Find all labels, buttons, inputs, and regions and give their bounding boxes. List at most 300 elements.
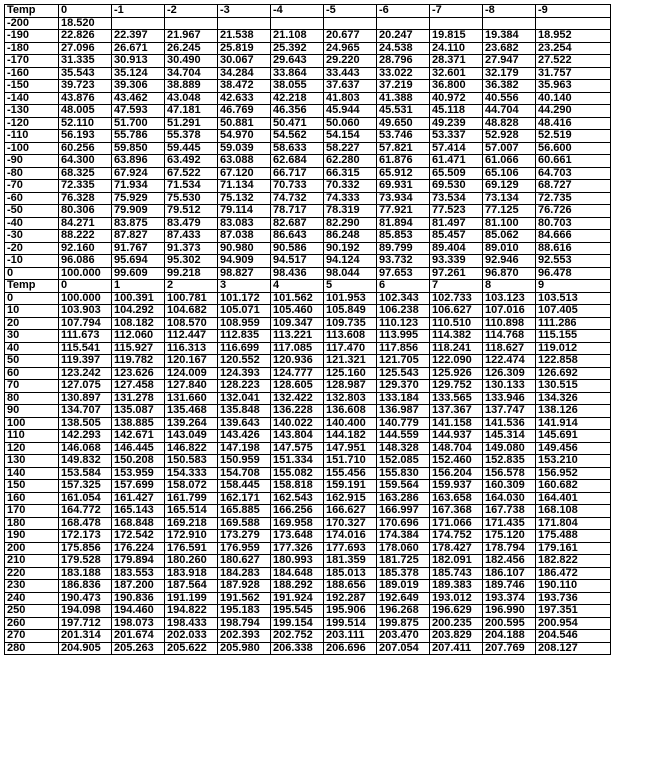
resistance-cell: 141.536 <box>483 417 536 430</box>
temp-cell: 180 <box>5 517 59 530</box>
resistance-cell: 157.699 <box>112 480 165 493</box>
resistance-cell: 50.881 <box>218 117 271 130</box>
temp-cell: -60 <box>5 192 59 205</box>
resistance-cell: 23.254 <box>536 42 611 55</box>
resistance-cell: 189.383 <box>430 580 483 593</box>
resistance-cell: 51.700 <box>112 117 165 130</box>
resistance-cell: 173.279 <box>218 530 271 543</box>
temp-cell: 10 <box>5 305 59 318</box>
resistance-cell: 94.517 <box>271 255 324 268</box>
offset-column-header: 3 <box>218 280 271 293</box>
temp-cell: -70 <box>5 180 59 193</box>
resistance-cell: 159.191 <box>324 480 377 493</box>
table-row <box>5 342 611 355</box>
resistance-cell: 24.965 <box>324 42 377 55</box>
table-row <box>5 55 611 68</box>
resistance-cell: 138.885 <box>112 417 165 430</box>
resistance-cell: 186.472 <box>536 567 611 580</box>
resistance-cell: 110.510 <box>430 317 483 330</box>
resistance-cell: 201.674 <box>112 630 165 643</box>
resistance-cell: 124.393 <box>218 367 271 380</box>
resistance-cell: 67.924 <box>112 167 165 180</box>
resistance-cell: 69.530 <box>430 180 483 193</box>
resistance-cell: 187.564 <box>165 580 218 593</box>
resistance-cell: 29.643 <box>271 55 324 68</box>
resistance-cell: 170.327 <box>324 517 377 530</box>
resistance-cell <box>218 17 271 30</box>
resistance-cell: 156.204 <box>430 467 483 480</box>
resistance-cell: 155.082 <box>271 467 324 480</box>
temp-cell: -40 <box>5 217 59 230</box>
temp-cell: 190 <box>5 530 59 543</box>
table-row <box>5 380 611 393</box>
rtd-resistance-table <box>4 4 611 655</box>
table-row <box>5 205 611 218</box>
resistance-cell: 90.980 <box>218 242 271 255</box>
resistance-cell: 127.458 <box>112 380 165 393</box>
resistance-cell: 45.118 <box>430 105 483 118</box>
resistance-cell: 44.290 <box>536 105 611 118</box>
resistance-cell: 135.468 <box>165 405 218 418</box>
temp-cell: 270 <box>5 630 59 643</box>
resistance-cell: 53.746 <box>377 130 430 143</box>
resistance-cell: 87.433 <box>165 230 218 243</box>
resistance-cell: 87.827 <box>112 230 165 243</box>
resistance-cell: 121.705 <box>377 355 430 368</box>
resistance-cell: 174.384 <box>377 530 430 543</box>
resistance-cell: 195.545 <box>271 605 324 618</box>
temp-cell: -120 <box>5 117 59 130</box>
resistance-cell: 129.752 <box>430 380 483 393</box>
resistance-cell: 21.108 <box>271 30 324 43</box>
resistance-cell: 68.325 <box>59 167 112 180</box>
resistance-cell: 178.427 <box>430 542 483 555</box>
resistance-cell: 123.242 <box>59 367 112 380</box>
resistance-cell: 49.239 <box>430 117 483 130</box>
resistance-cell: 108.570 <box>165 317 218 330</box>
resistance-cell: 118.627 <box>483 342 536 355</box>
resistance-cell: 176.959 <box>218 542 271 555</box>
resistance-cell: 62.684 <box>271 155 324 168</box>
resistance-cell: 149.832 <box>59 455 112 468</box>
resistance-cell: 22.397 <box>112 30 165 43</box>
resistance-cell: 132.803 <box>324 392 377 405</box>
resistance-cell: 180.260 <box>165 555 218 568</box>
resistance-cell: 74.732 <box>271 192 324 205</box>
resistance-cell: 52.110 <box>59 117 112 130</box>
resistance-cell: 97.261 <box>430 267 483 280</box>
table-row <box>5 642 611 655</box>
resistance-cell: 154.333 <box>165 467 218 480</box>
temp-cell: -90 <box>5 155 59 168</box>
resistance-cell: 101.953 <box>324 292 377 305</box>
temp-cell: 130 <box>5 455 59 468</box>
resistance-cell: 118.241 <box>430 342 483 355</box>
resistance-cell: 35.963 <box>536 80 611 93</box>
resistance-cell: 165.143 <box>112 505 165 518</box>
resistance-cell: 180.993 <box>271 555 324 568</box>
resistance-cell: 66.315 <box>324 167 377 180</box>
table-row <box>5 67 611 80</box>
resistance-cell: 116.313 <box>165 342 218 355</box>
temp-cell: -30 <box>5 230 59 243</box>
resistance-cell: 162.171 <box>218 492 271 505</box>
temp-cell: -200 <box>5 17 59 30</box>
resistance-cell: 100.000 <box>59 292 112 305</box>
resistance-cell: 27.947 <box>483 55 536 68</box>
resistance-cell: 120.936 <box>271 355 324 368</box>
resistance-cell: 105.849 <box>324 305 377 318</box>
table-row <box>5 580 611 593</box>
resistance-cell: 176.591 <box>165 542 218 555</box>
resistance-cell: 34.284 <box>218 67 271 80</box>
resistance-cell: 25.819 <box>218 42 271 55</box>
resistance-cell <box>112 17 165 30</box>
resistance-cell: 93.339 <box>430 255 483 268</box>
resistance-cell: 23.682 <box>483 42 536 55</box>
resistance-cell: 94.124 <box>324 255 377 268</box>
resistance-cell: 179.894 <box>112 555 165 568</box>
resistance-cell: 30.067 <box>218 55 271 68</box>
resistance-cell: 110.123 <box>377 317 430 330</box>
resistance-cell: 156.578 <box>483 467 536 480</box>
resistance-cell: 30.490 <box>165 55 218 68</box>
resistance-cell: 154.708 <box>218 467 271 480</box>
table-row <box>5 155 611 168</box>
resistance-cell: 69.129 <box>483 180 536 193</box>
resistance-cell: 107.405 <box>536 305 611 318</box>
resistance-cell: 106.627 <box>430 305 483 318</box>
resistance-cell <box>377 17 430 30</box>
temp-cell: 250 <box>5 605 59 618</box>
resistance-cell: 163.658 <box>430 492 483 505</box>
resistance-cell: 178.060 <box>377 542 430 555</box>
resistance-cell: 19.815 <box>430 30 483 43</box>
resistance-cell: 126.692 <box>536 367 611 380</box>
resistance-cell: 77.523 <box>430 205 483 218</box>
resistance-cell: 79.909 <box>112 205 165 218</box>
resistance-cell: 64.703 <box>536 167 611 180</box>
resistance-cell: 173.648 <box>271 530 324 543</box>
resistance-cell: 99.218 <box>165 267 218 280</box>
resistance-cell: 139.643 <box>218 417 271 430</box>
resistance-cell: 161.799 <box>165 492 218 505</box>
temp-cell: 90 <box>5 405 59 418</box>
resistance-cell: 71.534 <box>165 180 218 193</box>
resistance-cell: 190.836 <box>112 592 165 605</box>
resistance-cell: 207.054 <box>377 642 430 655</box>
resistance-cell: 158.818 <box>271 480 324 493</box>
offset-column-header: -8 <box>483 5 536 18</box>
resistance-cell: 55.378 <box>165 130 218 143</box>
temp-cell: 110 <box>5 430 59 443</box>
table-row <box>5 80 611 93</box>
resistance-cell: 139.264 <box>165 417 218 430</box>
resistance-cell: 98.436 <box>271 267 324 280</box>
resistance-cell: 36.382 <box>483 80 536 93</box>
resistance-cell: 105.460 <box>271 305 324 318</box>
resistance-cell: 55.786 <box>112 130 165 143</box>
table-row <box>5 355 611 368</box>
resistance-cell: 83.875 <box>112 217 165 230</box>
resistance-cell: 200.235 <box>430 617 483 630</box>
resistance-cell: 20.247 <box>377 30 430 43</box>
resistance-cell: 71.134 <box>218 180 271 193</box>
resistance-cell: 184.648 <box>271 567 324 580</box>
resistance-cell <box>483 17 536 30</box>
resistance-cell: 164.772 <box>59 505 112 518</box>
resistance-cell: 22.826 <box>59 30 112 43</box>
resistance-cell: 83.083 <box>218 217 271 230</box>
resistance-cell: 111.286 <box>536 317 611 330</box>
resistance-cell: 72.335 <box>59 180 112 193</box>
resistance-cell: 115.155 <box>536 330 611 343</box>
resistance-cell <box>536 17 611 30</box>
resistance-cell: 43.462 <box>112 92 165 105</box>
section-positive-header-row <box>5 280 611 293</box>
offset-column-header: 1 <box>112 280 165 293</box>
resistance-cell: 145.691 <box>536 430 611 443</box>
resistance-cell: 21.967 <box>165 30 218 43</box>
resistance-cell: 132.041 <box>218 392 271 405</box>
resistance-cell: 182.091 <box>430 555 483 568</box>
table-row <box>5 317 611 330</box>
resistance-cell: 200.954 <box>536 617 611 630</box>
resistance-cell: 56.193 <box>59 130 112 143</box>
resistance-cell: 204.546 <box>536 630 611 643</box>
temp-cell: -180 <box>5 42 59 55</box>
resistance-cell: 43.048 <box>165 92 218 105</box>
resistance-cell: 101.562 <box>271 292 324 305</box>
offset-column-header: 7 <box>430 280 483 293</box>
resistance-cell: 199.875 <box>377 617 430 630</box>
temp-cell: 230 <box>5 580 59 593</box>
resistance-cell: 78.717 <box>271 205 324 218</box>
resistance-cell: 92.553 <box>536 255 611 268</box>
table-body <box>5 5 611 655</box>
resistance-cell: 25.392 <box>271 42 324 55</box>
resistance-cell: 108.959 <box>218 317 271 330</box>
resistance-cell: 47.593 <box>112 105 165 118</box>
resistance-cell: 41.388 <box>377 92 430 105</box>
temp-cell: 100 <box>5 417 59 430</box>
resistance-cell: 167.368 <box>430 505 483 518</box>
resistance-cell: 88.616 <box>536 242 611 255</box>
resistance-cell: 33.022 <box>377 67 430 80</box>
resistance-cell: 150.959 <box>218 455 271 468</box>
resistance-cell: 122.090 <box>430 355 483 368</box>
resistance-cell: 103.903 <box>59 305 112 318</box>
resistance-cell: 61.471 <box>430 155 483 168</box>
resistance-cell <box>430 17 483 30</box>
table-row <box>5 217 611 230</box>
resistance-cell: 109.735 <box>324 317 377 330</box>
resistance-cell: 52.519 <box>536 130 611 143</box>
resistance-cell: 153.210 <box>536 455 611 468</box>
resistance-cell: 40.972 <box>430 92 483 105</box>
resistance-cell: 34.704 <box>165 67 218 80</box>
resistance-cell: 75.530 <box>165 192 218 205</box>
resistance-cell: 100.000 <box>59 267 112 280</box>
resistance-cell: 138.505 <box>59 417 112 430</box>
resistance-cell: 148.704 <box>430 442 483 455</box>
resistance-cell: 188.292 <box>271 580 324 593</box>
resistance-cell: 203.470 <box>377 630 430 643</box>
temp-cell: -170 <box>5 55 59 68</box>
table-row <box>5 92 611 105</box>
resistance-cell: 153.959 <box>112 467 165 480</box>
resistance-cell: 95.694 <box>112 255 165 268</box>
resistance-cell: 191.199 <box>165 592 218 605</box>
resistance-cell: 128.987 <box>324 380 377 393</box>
table-row <box>5 505 611 518</box>
resistance-cell: 26.245 <box>165 42 218 55</box>
resistance-cell: 155.830 <box>377 467 430 480</box>
table-row <box>5 292 611 305</box>
temp-cell: 160 <box>5 492 59 505</box>
resistance-cell: 95.302 <box>165 255 218 268</box>
resistance-cell: 117.856 <box>377 342 430 355</box>
resistance-cell: 205.980 <box>218 642 271 655</box>
resistance-cell: 160.309 <box>483 480 536 493</box>
offset-column-header: 0 <box>59 280 112 293</box>
resistance-cell: 49.650 <box>377 117 430 130</box>
resistance-cell: 71.934 <box>112 180 165 193</box>
table-row <box>5 17 611 30</box>
resistance-cell: 114.768 <box>483 330 536 343</box>
resistance-cell: 30.913 <box>112 55 165 68</box>
resistance-cell: 28.796 <box>377 55 430 68</box>
resistance-cell: 189.746 <box>483 580 536 593</box>
resistance-cell: 148.328 <box>377 442 430 455</box>
temp-cell: -20 <box>5 242 59 255</box>
resistance-cell: 78.319 <box>324 205 377 218</box>
offset-column-header: -6 <box>377 5 430 18</box>
resistance-cell: 65.106 <box>483 167 536 180</box>
resistance-cell: 98.827 <box>218 267 271 280</box>
resistance-cell: 144.559 <box>377 430 430 443</box>
temp-cell: 70 <box>5 380 59 393</box>
resistance-cell: 59.445 <box>165 142 218 155</box>
resistance-cell: 52.928 <box>483 130 536 143</box>
resistance-cell: 199.514 <box>324 617 377 630</box>
resistance-cell: 85.457 <box>430 230 483 243</box>
resistance-cell: 135.848 <box>218 405 271 418</box>
resistance-cell: 181.359 <box>324 555 377 568</box>
resistance-cell: 74.333 <box>324 192 377 205</box>
resistance-cell: 73.534 <box>430 192 483 205</box>
resistance-cell: 147.198 <box>218 442 271 455</box>
resistance-cell: 166.256 <box>271 505 324 518</box>
resistance-cell: 40.140 <box>536 92 611 105</box>
resistance-cell: 108.182 <box>112 317 165 330</box>
resistance-cell: 176.224 <box>112 542 165 555</box>
resistance-cell: 45.944 <box>324 105 377 118</box>
resistance-cell: 102.343 <box>377 292 430 305</box>
resistance-cell: 60.256 <box>59 142 112 155</box>
resistance-cell: 172.173 <box>59 530 112 543</box>
resistance-cell: 162.543 <box>271 492 324 505</box>
table-row <box>5 117 611 130</box>
resistance-cell: 76.328 <box>59 192 112 205</box>
table-row <box>5 417 611 430</box>
resistance-cell: 187.928 <box>218 580 271 593</box>
resistance-cell: 92.160 <box>59 242 112 255</box>
resistance-cell: 31.757 <box>536 67 611 80</box>
resistance-cell: 169.958 <box>271 517 324 530</box>
resistance-cell: 40.556 <box>483 92 536 105</box>
resistance-cell: 194.822 <box>165 605 218 618</box>
resistance-cell: 96.478 <box>536 267 611 280</box>
resistance-cell: 147.575 <box>271 442 324 455</box>
resistance-cell: 82.687 <box>271 217 324 230</box>
resistance-cell: 183.553 <box>112 567 165 580</box>
resistance-cell: 183.918 <box>165 567 218 580</box>
resistance-cell: 181.725 <box>377 555 430 568</box>
resistance-cell: 83.479 <box>165 217 218 230</box>
resistance-cell: 103.513 <box>536 292 611 305</box>
temp-cell: -100 <box>5 142 59 155</box>
resistance-cell: 65.912 <box>377 167 430 180</box>
resistance-cell: 35.543 <box>59 67 112 80</box>
table-row <box>5 605 611 618</box>
resistance-cell: 47.181 <box>165 105 218 118</box>
temp-cell: -110 <box>5 130 59 143</box>
resistance-cell: 90.586 <box>271 242 324 255</box>
resistance-cell: 134.326 <box>536 392 611 405</box>
resistance-cell: 143.426 <box>218 430 271 443</box>
resistance-cell: 63.088 <box>218 155 271 168</box>
resistance-cell: 152.085 <box>377 455 430 468</box>
offset-column-header: -7 <box>430 5 483 18</box>
resistance-cell: 38.472 <box>218 80 271 93</box>
resistance-cell: 124.777 <box>271 367 324 380</box>
resistance-cell: 144.937 <box>430 430 483 443</box>
resistance-cell: 204.905 <box>59 642 112 655</box>
resistance-cell: 172.910 <box>165 530 218 543</box>
temp-cell: -190 <box>5 30 59 43</box>
temp-cell: 220 <box>5 567 59 580</box>
resistance-cell: 144.182 <box>324 430 377 443</box>
resistance-cell: 18.520 <box>59 17 112 30</box>
resistance-cell: 127.075 <box>59 380 112 393</box>
resistance-cell: 33.864 <box>271 67 324 80</box>
resistance-cell: 28.371 <box>430 55 483 68</box>
resistance-cell: 77.125 <box>483 205 536 218</box>
resistance-cell: 27.522 <box>536 55 611 68</box>
resistance-cell: 151.710 <box>324 455 377 468</box>
resistance-cell: 57.821 <box>377 142 430 155</box>
offset-column-header: 9 <box>536 280 611 293</box>
resistance-cell: 117.085 <box>271 342 324 355</box>
temp-cell: 240 <box>5 592 59 605</box>
resistance-cell: 187.200 <box>112 580 165 593</box>
resistance-cell: 27.096 <box>59 42 112 55</box>
resistance-cell: 203.829 <box>430 630 483 643</box>
resistance-cell: 104.682 <box>165 305 218 318</box>
resistance-cell: 191.924 <box>271 592 324 605</box>
resistance-cell: 79.512 <box>165 205 218 218</box>
resistance-cell: 60.661 <box>536 155 611 168</box>
table-row <box>5 530 611 543</box>
resistance-cell: 137.367 <box>430 405 483 418</box>
resistance-cell: 197.712 <box>59 617 112 630</box>
offset-column-header: -9 <box>536 5 611 18</box>
resistance-cell: 109.347 <box>271 317 324 330</box>
resistance-cell: 159.937 <box>430 480 483 493</box>
resistance-cell: 193.012 <box>430 592 483 605</box>
offset-column-header: 6 <box>377 280 430 293</box>
